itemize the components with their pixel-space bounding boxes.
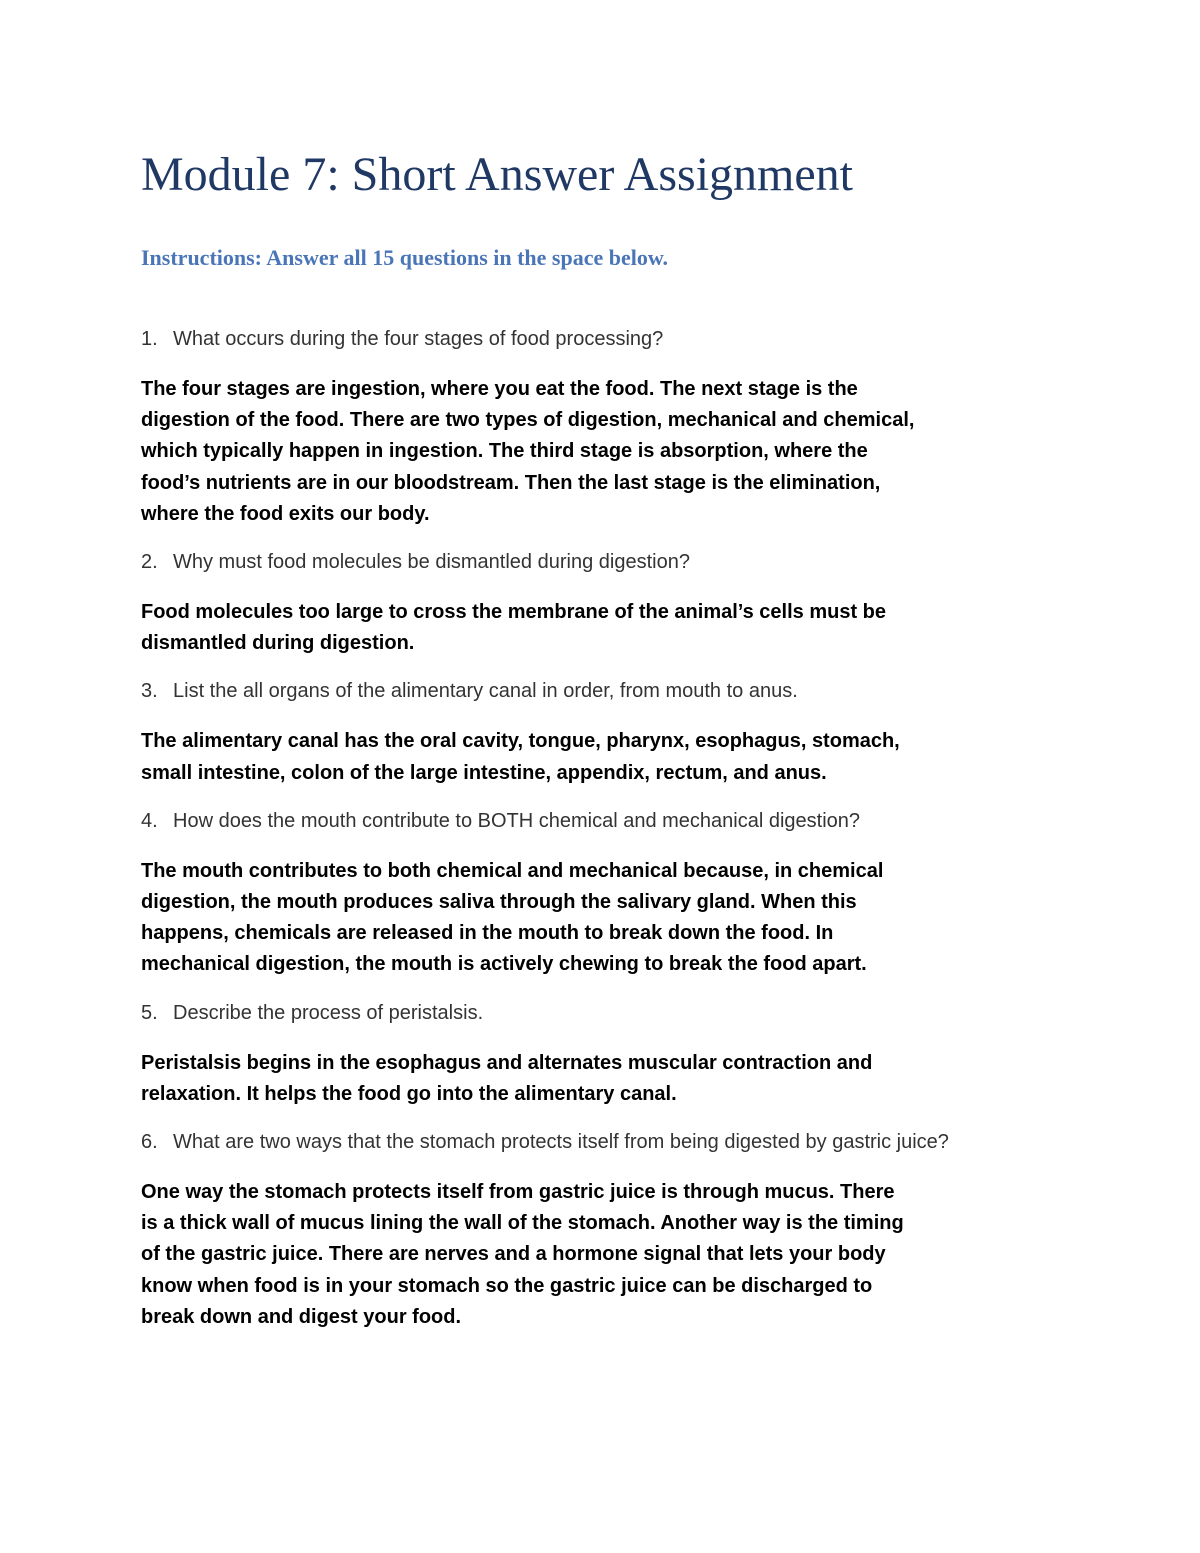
answer-1: The four stages are ingestion, where you eat the food. The next stage is the digestion of the food. There are two types of digestion, mechanical and chemical, which typically happen in ingestion. The third stage is absorption, where the food’s nutrients are in our bloodstream. Then the last stage is the elimination, where the food exits our body. — [141, 378, 915, 525]
question-number: 5. — [141, 1001, 158, 1024]
question-5 — [141, 998, 1061, 1029]
qa-item-3 — [141, 676, 1061, 788]
question-4 — [141, 806, 1061, 837]
answer-3: The alimentary canal has the oral cavity, tongue, pharynx, esophagus, stomach, small intestine, colon of the large intestine, appendix, rectum, and anus. — [141, 730, 900, 784]
question-2 — [141, 547, 1061, 578]
qa-item-4 — [141, 806, 1061, 981]
question-text: Describe the process of peristalsis. — [173, 1001, 484, 1024]
instructions-text: Instructions: Answer all 15 questions in the space below. — [141, 245, 669, 270]
page-title: Module 7: Short Answer Assignment — [141, 148, 854, 201]
question-3 — [141, 676, 1061, 707]
question-6 — [141, 1127, 1061, 1158]
question-number: 6. — [141, 1131, 158, 1154]
answer-4: The mouth contributes to both chemical and mechanical because, in chemical digestion, the mouth produces saliva through the salivary gland. When this happens, chemicals are released in the mouth to break down the food. In mechanical digestion, the mouth is actively chewing to break the food apart. — [141, 859, 884, 976]
question-text: How does the mouth contribute to BOTH chemical and mechanical digestion? — [173, 809, 861, 832]
question-text: What are two ways that the stomach protects itself from being digested by gastric juice? — [173, 1131, 949, 1154]
answer-2: Food molecules too large to cross the membrane of the animal’s cells must be dismantled during digestion. — [141, 601, 886, 655]
qa-item-2 — [141, 547, 1061, 659]
question-number: 4. — [141, 809, 158, 832]
question-number: 1. — [141, 328, 158, 350]
question-text: Why must food molecules be dismantled during digestion? — [173, 551, 690, 574]
answer-5: Peristalsis begins in the esophagus and alternates muscular contraction and relaxation. It helps the food go into the alimentary canal. — [141, 1051, 873, 1105]
question-text: What occurs during the four stages of food processing? — [173, 328, 664, 350]
qa-item-6 — [141, 1127, 1061, 1333]
answer-6: One way the stomach protects itself from gastric juice is through mucus. There is a thick wall of mucus lining the wall of the stomach. Another way is the timing of the gastric juice. There are nerves and a hormone signal that lets your body know when food is in your stomach so the gastric juice can be discharged to break down and digest your food. — [141, 1181, 904, 1328]
question-text: List the all organs of the alimentary canal in order, from mouth to anus. — [173, 680, 798, 703]
question-number: 3. — [141, 680, 158, 703]
qa-item-1 — [141, 324, 1061, 530]
qa-item-5 — [141, 998, 1061, 1110]
question-1 — [141, 324, 1061, 355]
question-list — [141, 324, 1061, 1350]
question-number: 2. — [141, 551, 158, 574]
